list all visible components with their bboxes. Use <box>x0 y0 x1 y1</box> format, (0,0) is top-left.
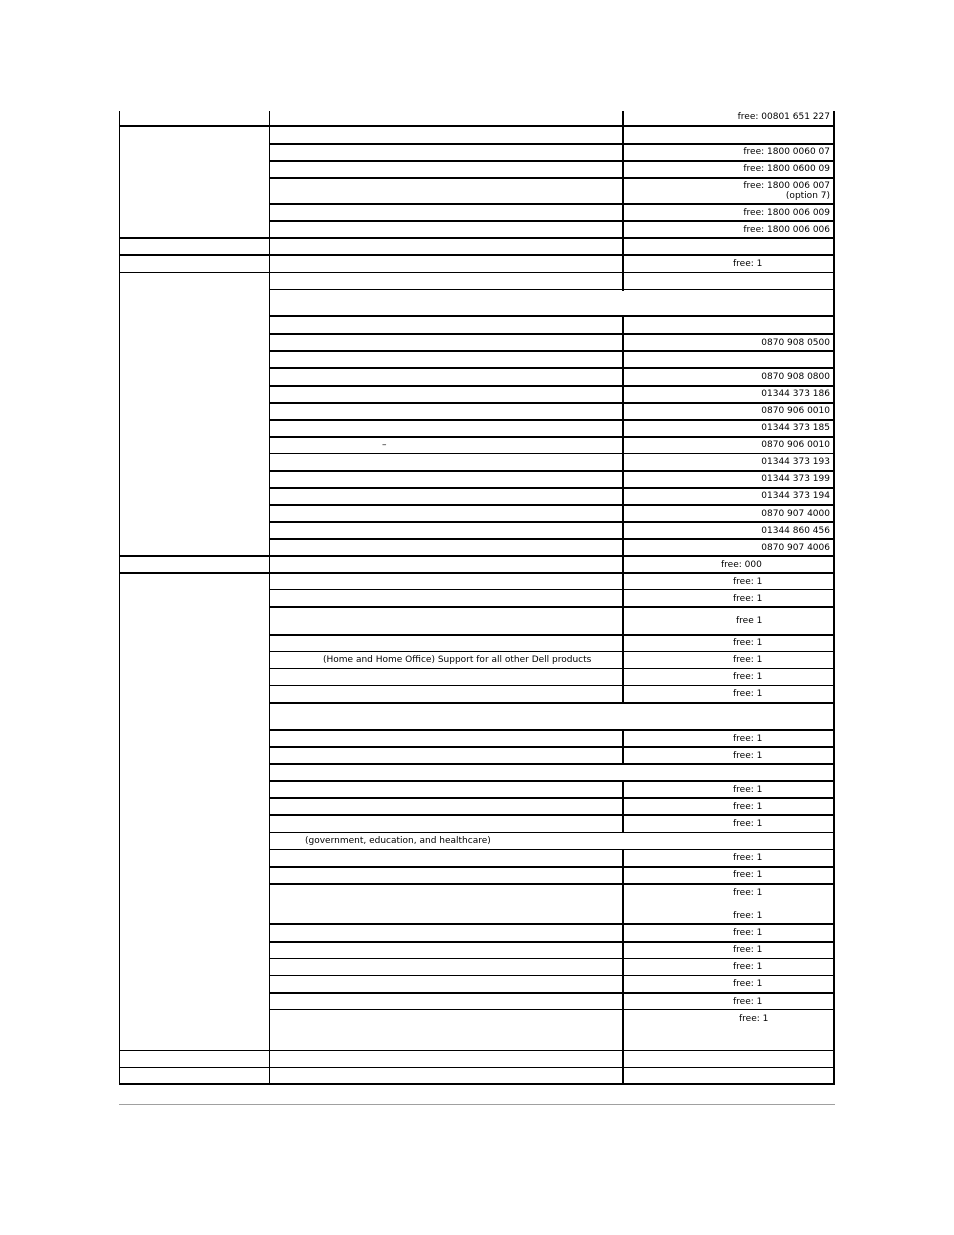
phone-number: 01344 860 456 <box>761 526 830 536</box>
row-divider <box>269 487 835 489</box>
phone-number: 0870 908 0500 <box>761 338 830 348</box>
row-divider <box>269 538 835 540</box>
row-divider <box>119 272 835 273</box>
phone-number: free: 1 <box>733 853 763 863</box>
row-divider <box>269 436 835 438</box>
row-divider <box>119 555 835 557</box>
row-divider <box>269 606 835 608</box>
row-divider <box>269 797 835 799</box>
phone-number: free: 1 <box>733 672 763 682</box>
row-divider <box>119 254 835 256</box>
row-divider <box>269 849 835 850</box>
phone-number: free: 1 <box>733 594 763 604</box>
phone-number: free: 1 <box>733 259 763 269</box>
phone-number: free: 1 <box>733 819 763 829</box>
merged-cell-gap <box>622 833 624 849</box>
merged-cell-gap <box>622 765 624 780</box>
row-divider <box>269 1009 835 1010</box>
phone-number: 0870 906 0010 <box>761 440 830 450</box>
row-divider <box>269 504 835 506</box>
phone-number: free: 1 <box>733 997 763 1007</box>
phone-number: free: 1 <box>733 785 763 795</box>
row-divider <box>269 941 835 943</box>
row-divider <box>269 160 835 162</box>
row-divider <box>269 746 835 748</box>
phone-number: free: 1 <box>733 870 763 880</box>
phone-number: 0870 907 4000 <box>761 509 830 519</box>
phone-number: free: 00801 651 227 <box>737 112 830 122</box>
row-divider <box>269 203 835 205</box>
row-divider <box>269 470 835 472</box>
phone-number: free: 1 <box>733 928 763 938</box>
table-border-right <box>833 111 835 1085</box>
row-divider <box>119 1050 835 1051</box>
phone-number: free 1 <box>736 616 763 626</box>
phone-option: (option 7) <box>785 191 830 201</box>
row-divider <box>269 685 835 686</box>
phone-number: free: 1 <box>733 888 763 898</box>
phone-number: free: 1800 006 006 <box>743 225 830 235</box>
phone-number: free: 1 <box>733 655 763 665</box>
row-divider <box>269 832 835 833</box>
row-divider <box>269 177 835 179</box>
row-label: (government, education, and healthcare) <box>305 836 491 846</box>
phone-number: 01344 373 193 <box>761 457 830 467</box>
phone-number: 01344 373 194 <box>761 491 830 501</box>
phone-number: free: 1 <box>733 751 763 761</box>
phone-number: free: 1 <box>733 979 763 989</box>
phone-number: free: 1 <box>733 638 763 648</box>
row-divider <box>269 634 835 636</box>
column-divider-2 <box>622 111 624 1085</box>
phone-number: 0870 906 0010 <box>761 406 830 416</box>
row-divider <box>269 651 835 652</box>
phone-number: 0870 908 0800 <box>761 372 830 382</box>
phone-number: free: 1 <box>733 962 763 972</box>
phone-number: free: 1800 006 009 <box>743 208 830 218</box>
row-divider <box>269 814 835 816</box>
row-divider <box>269 729 835 731</box>
row-divider <box>269 975 835 976</box>
row-divider <box>119 1067 835 1068</box>
table-border-left <box>119 111 120 1085</box>
phone-number: free: 000 <box>721 560 762 570</box>
row-divider <box>119 125 835 127</box>
row-divider <box>269 668 835 669</box>
row-divider <box>269 923 835 925</box>
row-divider <box>269 402 835 404</box>
row-divider <box>269 350 835 352</box>
row-divider <box>119 237 835 239</box>
table-border-bottom <box>119 1083 835 1085</box>
phone-number: free: 1 <box>739 1014 769 1024</box>
phone-number: free: 1800 0600 09 <box>743 164 830 174</box>
phone-number: 01344 373 185 <box>761 423 830 433</box>
row-divider <box>269 589 835 590</box>
row-divider <box>269 702 835 704</box>
phone-number: 01344 373 199 <box>761 474 830 484</box>
row-divider <box>269 866 835 868</box>
page-separator <box>119 1104 835 1105</box>
row-divider <box>269 453 835 454</box>
row-divider <box>269 763 835 765</box>
phone-number: free: 1 <box>733 802 763 812</box>
row-divider <box>269 143 835 145</box>
phone-number: free: 1 <box>733 689 763 699</box>
row-divider <box>269 958 835 959</box>
phone-number: free: 1800 0060 07 <box>743 147 830 157</box>
row-divider <box>269 289 835 290</box>
phone-number: free: 1 <box>733 734 763 744</box>
row-divider <box>269 992 835 994</box>
row-divider <box>269 333 835 335</box>
row-divider <box>269 419 835 421</box>
phone-number: free: 1 <box>733 577 763 587</box>
merged-cell-gap <box>622 704 624 729</box>
row-label: (Home and Home Office) Support for all other Dell products <box>323 655 592 665</box>
phone-number: 0870 907 4006 <box>761 543 830 553</box>
dash-label: – <box>382 440 387 450</box>
merged-cell-gap <box>622 291 624 315</box>
phone-number: free: 1800 006 007 <box>743 181 830 191</box>
row-divider <box>269 780 835 782</box>
phone-number: 01344 373 186 <box>761 389 830 399</box>
row-divider <box>269 315 835 317</box>
row-divider <box>269 521 835 523</box>
row-divider <box>269 883 835 885</box>
phone-number: free: 1 <box>733 945 763 955</box>
phone-number: free: 1 <box>733 911 763 921</box>
column-divider-1 <box>269 111 270 1085</box>
row-divider <box>269 385 835 387</box>
row-divider <box>269 367 835 369</box>
row-divider <box>119 572 835 574</box>
row-divider <box>269 220 835 222</box>
